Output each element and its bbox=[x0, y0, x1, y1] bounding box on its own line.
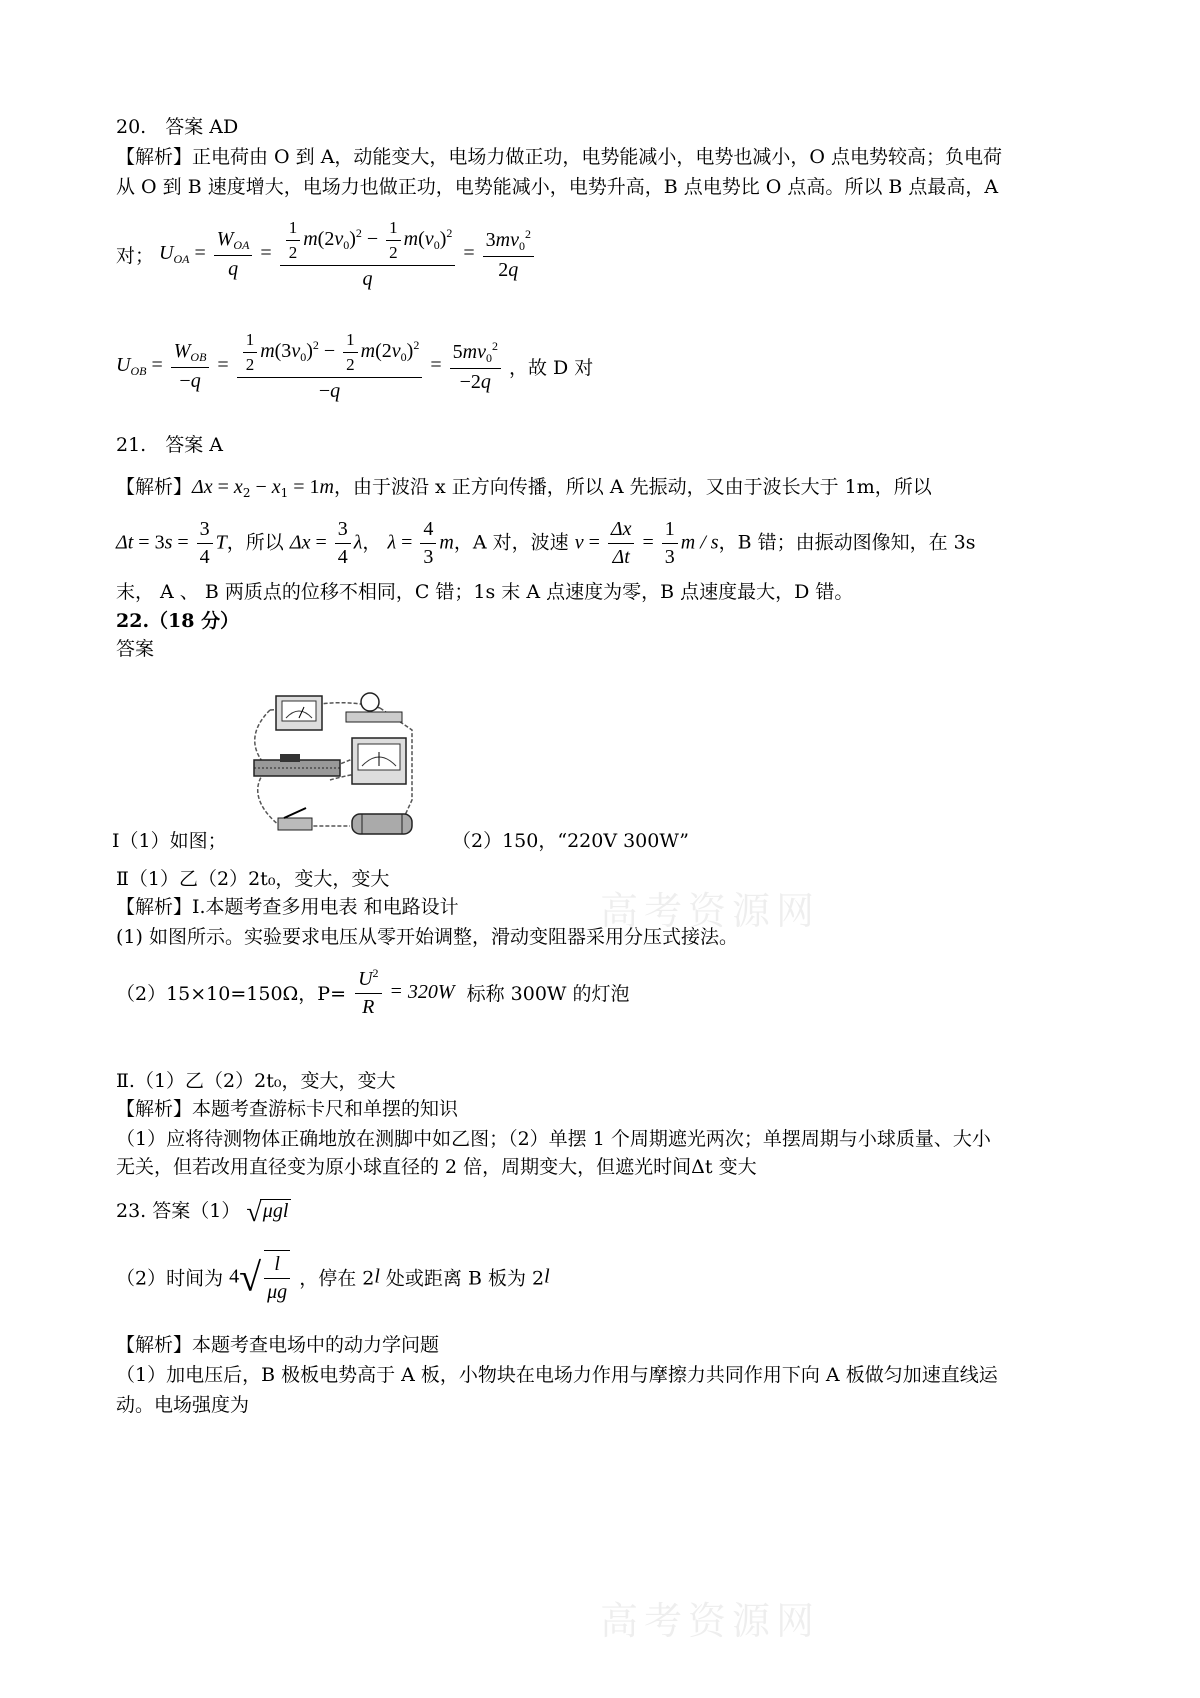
q21-explanation-line3: 末， A 、 B 两质点的位移不相同，C 错；1s 末 A 点速度为零，B 点速度最大，D 错。 bbox=[116, 581, 854, 603]
q23-line2: 动。电场强度为 bbox=[116, 1394, 250, 1416]
q20-explanation-line2: 从 O 到 B 速度增大，电场力也做正功，电势能减小，电势升高，B 点电势比 O 点高。所以 B 点最高，A bbox=[116, 176, 999, 198]
ammeter bbox=[276, 696, 322, 730]
q20-header: 20. 答案 AD bbox=[116, 116, 239, 138]
q22-header: 22.（18 分） bbox=[116, 610, 240, 632]
q22-answer-label: 答案 bbox=[116, 638, 155, 660]
q22-part2-header: Ⅱ.（1）乙（2）2t₀，变大，变大 bbox=[116, 1070, 396, 1092]
q23-line1: （1）加电压后，B 极板电势高于 A 板，小物块在电场力作用与摩擦力共同作用下向 A 板做匀加速直线运 bbox=[116, 1364, 998, 1386]
q22-part1-answer2: （2）150，“220V 300W” bbox=[452, 830, 689, 852]
q22-part1-label: Ⅰ（1）如图； bbox=[112, 830, 227, 852]
q20-explanation-line1: 【解析】正电荷由 O 到 A，动能变大，电场力做正功，电势能减小，电势也减小，O 点电势较高；负电荷 bbox=[116, 146, 1003, 168]
q22-part2-line1: （1）应将待测物体正确地放在测脚中如乙图；（2）单摆 1 个周期遮光两次；单摆周期与小球质量、大小 bbox=[116, 1128, 991, 1150]
q22-part2-answer: Ⅱ（1）乙（2）2t₀，变大，变大 bbox=[116, 868, 390, 890]
q22-explanation-1: (1) 如图所示。实验要求电压从零开始调整，滑动变阻器采用分压式接法。 bbox=[116, 926, 738, 948]
q22-explanation-2: （2）15×10=150Ω，P= $\frac{U^2}{R}$ = 320W 标称 300W 的灯泡 bbox=[116, 966, 630, 1018]
watermark: 高考资源网 bbox=[600, 889, 821, 933]
q23-answer2: （2）时间为 4√ $\frac{l}{\mu g}$ ，停在 2l 处或距离 B 板为 2l bbox=[116, 1250, 550, 1304]
battery bbox=[352, 814, 412, 834]
q21-header: 21. 答案 A bbox=[116, 434, 223, 456]
circuit-diagram bbox=[240, 690, 430, 838]
q23-header: 23. 答案（1） √μgl bbox=[116, 1196, 291, 1229]
q22-part2-line2: 无关，但若改用直径变为原小球直径的 2 倍，周期变大，但遮光时间Δt 变大 bbox=[116, 1156, 757, 1178]
q21-explanation-line2: Δt = 3s = $\frac{3}{4}$ T，所以 Δx = $\frac{3}{4}$ λ， λ = $\frac{4}{3}$ m，A 对，波速 v = $\frac{\Delta x}{\Delta t}$ = $\frac{1}{3}$ m / s，B 错；由振动图像知，在 3s bbox=[116, 518, 976, 568]
voltmeter bbox=[352, 738, 406, 784]
q21-explanation-line1: 【解析】$\Delta x = x_2 - x_1 = 1m$，由于波沿 x 正方向传播，所以 A 先振动，又由于波长大于 1m，所以 bbox=[116, 476, 932, 500]
q23-explanation: 【解析】本题考查电场中的动力学问题 bbox=[116, 1334, 440, 1356]
q20-formula-uob: $U_{OB}$ = $\frac{W_{OB}}{-q}$ = $\frac{1}{2}$ $m(3v_0)^2$ − $\frac{1}{2}$ $m(2v_0)^2$ −q = $\frac{5mv_0^2}{-2q}$ ，故 D 对 bbox=[116, 330, 594, 402]
watermark: 高考资源网 bbox=[600, 1599, 821, 1643]
q22-explanation-header: 【解析】Ⅰ.本题考查多用电表 和电路设计 bbox=[116, 896, 459, 918]
q20-formula-uoa: 对； $U_{OA}$ = $\frac{W_{OA}}{q}$ = $\frac{1}{2}$ $m(2v_0)^2$ − $\frac{1}{2}$ $m(v_0)^2$ q = $\frac{3mv_0^2}{2q}$ bbox=[116, 218, 537, 291]
q22-part2-explanation: 【解析】本题考查游标卡尺和单摆的知识 bbox=[116, 1098, 459, 1120]
